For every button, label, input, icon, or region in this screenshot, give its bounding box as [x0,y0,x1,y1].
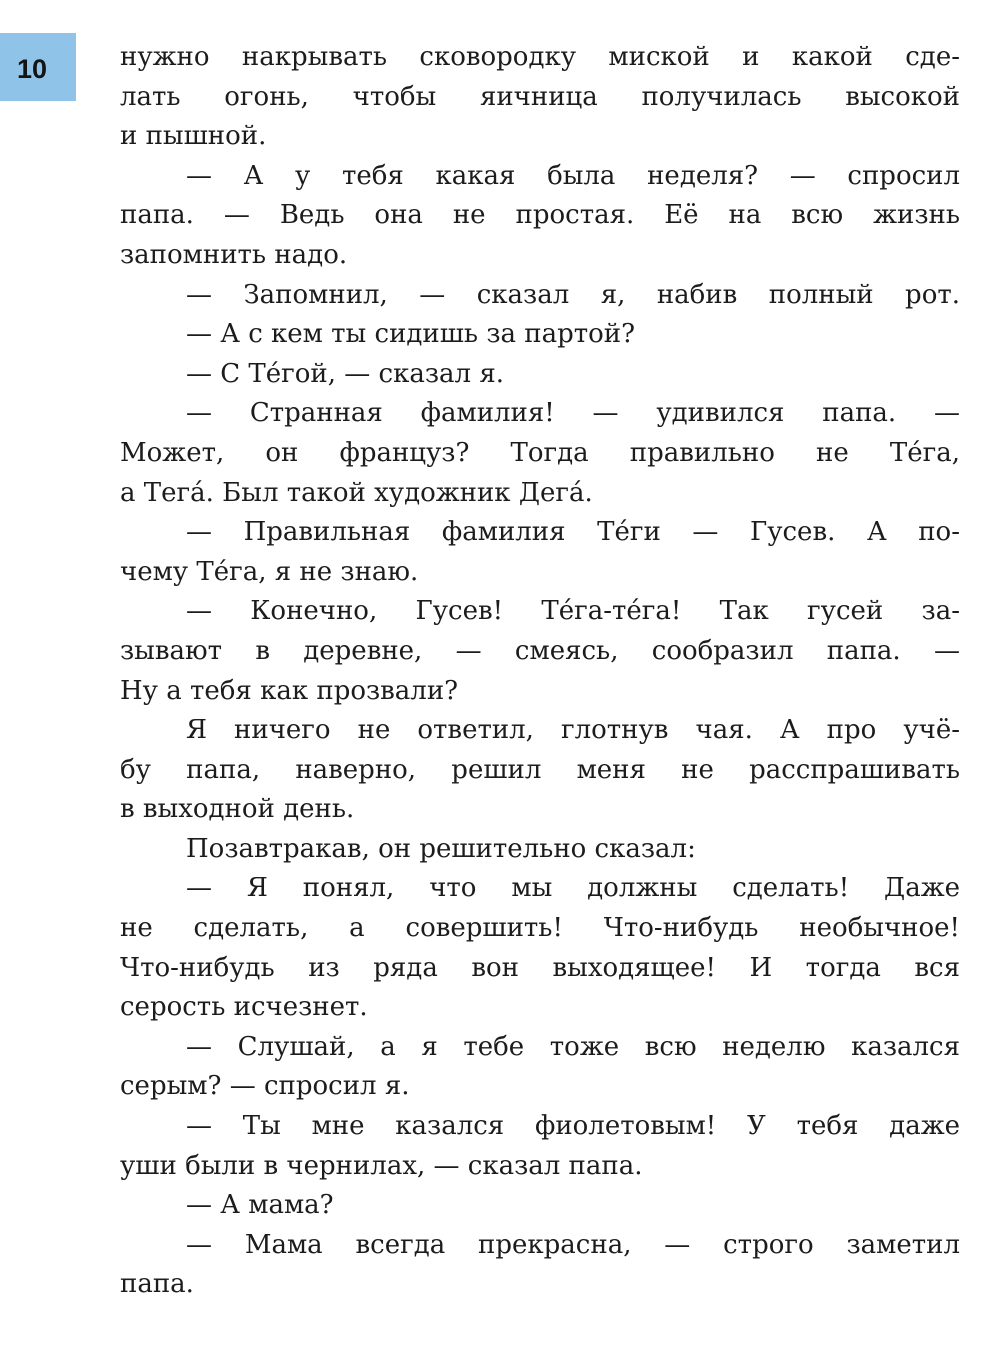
text-line: серым? — спросил я. [120,1071,410,1102]
text-line: нужно накрывать сковородку миской и какой сде- [120,42,960,72]
text-line: — Я понял, что мы должны сделать! Даже [186,873,960,904]
text-line: бу папа, наверно, решил меня не расспрашивать [120,754,960,785]
text-line: и пышной. [120,121,267,152]
text-line: — Странная фамилия! — удивился папа. — [186,398,960,429]
text-line: — Слушай, а я тебе тоже всю неделю казался [186,1031,960,1062]
text-line: — А мама? [186,1190,334,1221]
text-line: — Правильная фамилия Тéги — Гусев. А по- [186,517,960,548]
text-line: Ну а тебя как прозвали? [120,675,459,706]
text-line: а Тегá. Был такой художник Дегá. [120,477,593,508]
text-line: — С Тéгой, — сказал я. [186,358,504,389]
story-text [120,38,960,1305]
page-number-tab [0,33,76,101]
text-line: — Запомнил, — сказал я, набив полный рот. [186,279,960,310]
text-line: папа. [120,1269,194,1300]
text-line: серость исчезнет. [120,992,368,1023]
text-line: лать огонь, чтобы яичница получилась высокой [120,81,960,112]
text-line: Что-нибудь из ряда вон выходящее! И тогда вся [120,952,960,983]
page-number: 10 [16,53,48,84]
text-line: Может, он француз? Тогда правильно не Тéга, [120,437,960,468]
text-line: запомнить надо. [120,239,348,270]
text-line: — А у тебя какая была неделя? — спросил [186,160,960,191]
text-line: — Конечно, Гусев! Тéга-тéга! Так гусей за- [186,596,960,627]
text-line: чему Тéга, я не знаю. [120,556,419,587]
text-line: — А с кем ты сидишь за партой? [186,319,636,350]
text-line: папа. — Ведь она не простая. Её на всю жизнь [120,200,960,231]
text-line: зывают в деревне, — смеясь, сообразил папа. — [120,635,960,666]
text-line: не сделать, а совершить! Что-нибудь необычное! [120,913,960,944]
text-line: Позавтракав, он решительно сказал: [186,833,696,864]
text-line: в выходной день. [120,794,355,825]
text-line: уши были в чернилах, — сказал папа. [120,1150,643,1181]
text-line: Я ничего не ответил, глотнув чая. А про учё- [186,715,960,746]
text-line: — Ты мне казался фиолетовым! У тебя даже [186,1111,960,1142]
text-line: — Мама всегда прекрасна, — строго заметил [186,1229,960,1260]
